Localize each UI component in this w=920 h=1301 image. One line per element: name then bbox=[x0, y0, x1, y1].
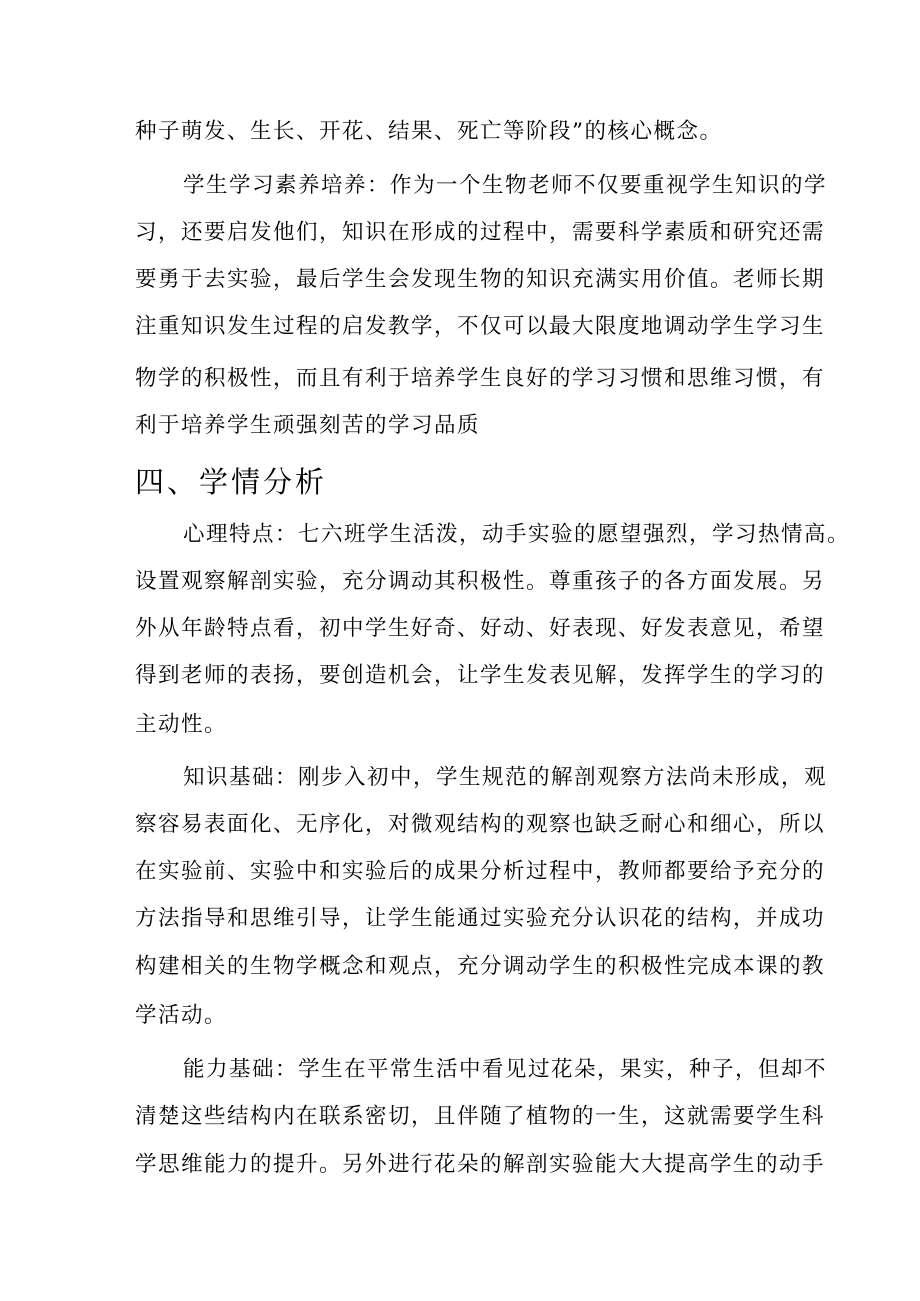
paragraph-line: 得到老师的表扬，要创造机会，让学生发表见解，发挥学生的学习的 bbox=[135, 663, 826, 688]
paragraph-line: 心理特点：七六班学生活泼，动手实验的愿望强烈，学习热情高。 bbox=[183, 522, 851, 547]
paragraph-line: 知识基础：刚步入初中，学生规范的解剖观察方法尚未形成，观 bbox=[183, 765, 828, 790]
paragraph-line: 注重知识发生过程的启发教学，不仅可以最大限度地调动学生学习生 bbox=[135, 314, 826, 339]
paragraph-line: 清楚这些结构内在联系密切，且伴随了植物的一生，这就需要学生科 bbox=[135, 1104, 826, 1129]
paragraph-line: 学思维能力的提升。另外进行花朵的解剖实验能大大提高学生的动手 bbox=[135, 1152, 826, 1177]
paragraph-line: 学活动。 bbox=[135, 1003, 228, 1028]
paragraph-line: 在实验前、实验中和实验后的成果分析过程中，教师都要给予充分的 bbox=[135, 859, 826, 884]
paragraph-line: 主动性。 bbox=[135, 712, 228, 737]
paragraph-line: 方法指导和思维引导，让学生能通过实验充分认识花的结构，并成功 bbox=[135, 906, 826, 931]
paragraph-line: 能力基础：学生在平常生活中看见过花朵，果实，种子，但却不 bbox=[183, 1057, 828, 1082]
paragraph-line: 学生学习素养培养：作为一个生物老师不仅要重视学生知识的学 bbox=[183, 173, 828, 198]
paragraph-line: 物学的积极性，而且有利于培养学生良好的学习习惯和思维习惯，有 bbox=[135, 366, 826, 391]
paragraph-line: 利于培养学生顽强刻苦的学习品质 bbox=[135, 413, 481, 438]
paragraph-line: 察容易表面化、无序化，对微观结构的观察也缺乏耐心和细心，所以 bbox=[135, 812, 826, 837]
section-heading: 四、学情分析 bbox=[135, 465, 328, 499]
paragraph-line: 设置观察解剖实验，充分调动其积极性。尊重孩子的各方面发展。另 bbox=[135, 569, 826, 594]
paragraph-line: 要勇于去实验，最后学生会发现生物的知识充满实用价值。老师长期 bbox=[135, 267, 826, 292]
paragraph-line: 构建相关的生物学概念和观点，充分调动学生的积极性完成本课的教 bbox=[135, 954, 826, 979]
intro-tail-line: 种子萌发、生长、开花、结果、死亡等阶段”的核心概念。 bbox=[135, 119, 723, 144]
paragraph-line: 外从年龄特点看，初中学生好奇、好动、好表现、好发表意见，希望 bbox=[135, 616, 826, 641]
paragraph-line: 习，还要启发他们，知识在形成的过程中，需要科学素质和研究还需 bbox=[135, 220, 826, 245]
